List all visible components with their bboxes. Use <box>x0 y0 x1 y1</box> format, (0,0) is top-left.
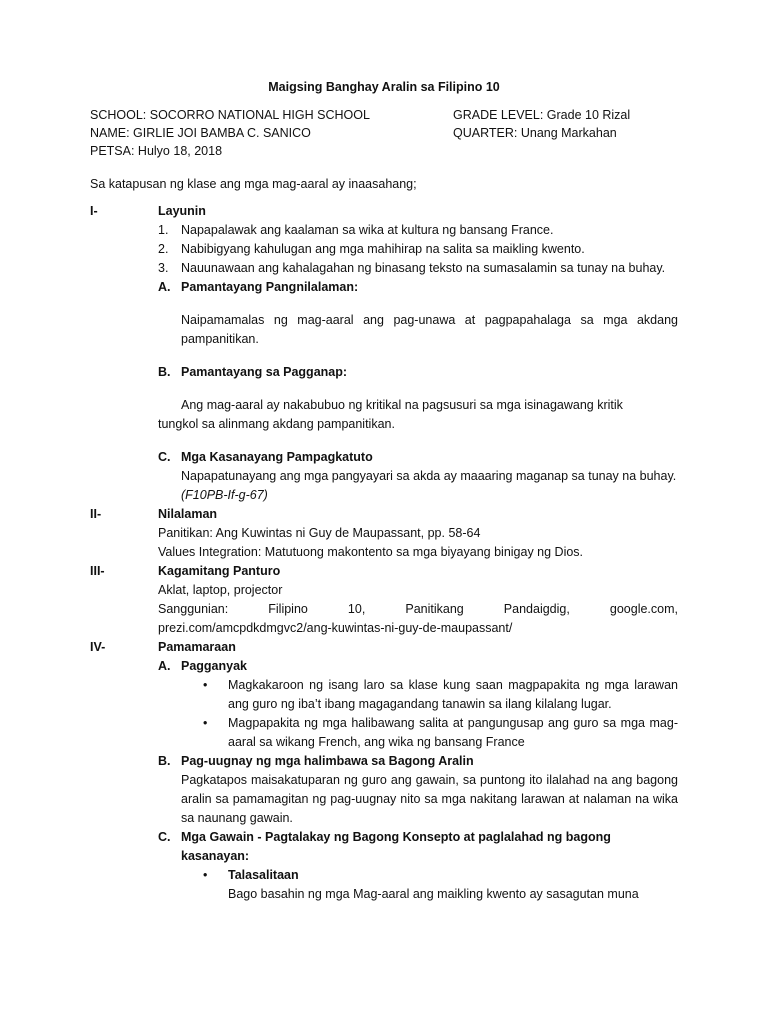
subsection-text: Ang mag-aaral ay nakabubuo ng kritikal na pagsusuri sa mga isinagawang kritik <box>181 398 623 412</box>
bullet-icon: • <box>203 868 208 882</box>
section-heading: Nilalaman <box>158 507 218 521</box>
bullet-content <box>228 866 678 904</box>
subsection-heading: Mga Gawain - Pagtalakay ng Bagong Konsepto at paglalahad ng bagong kasanayan: <box>181 830 611 863</box>
school-field: SCHOOL: SOCORRO NATIONAL HIGH SCHOOL <box>90 108 370 122</box>
subsection-text-continued: tungkol sa alinmang akdang pampanitikan. <box>158 417 395 431</box>
section-line: Values Integration: Matutuong makontento sa mga biyayang binigay ng Dios. <box>158 545 584 559</box>
quarter-field: QUARTER: Unang Markahan <box>453 126 617 140</box>
section-body <box>158 638 678 904</box>
subsection-body <box>181 828 678 866</box>
section-nilalaman <box>90 505 678 562</box>
section-heading: Pamamaraan <box>158 640 236 654</box>
section-body <box>158 562 678 638</box>
list-text: Nabibigyang kahulugan ang mga mahihirap na salita sa maikling kwento. <box>181 242 585 256</box>
list-item <box>158 259 678 278</box>
subsection-body <box>181 363 678 382</box>
subsection-heading: Mga Kasanayang Pampagkatuto <box>181 450 373 464</box>
subsection-text: Napapatunayang ang mga pangyayari sa akda ay maaaring maganap sa tunay na buhay. <box>181 469 677 483</box>
list-number: 3. <box>158 261 169 275</box>
bullet-item <box>203 714 678 752</box>
subsection-heading: Pamantayang Pangnilalaman: <box>181 280 359 294</box>
subsection-heading: Pagganyak <box>181 659 248 673</box>
meta-row-2 <box>90 124 678 142</box>
section-line: Aklat, laptop, projector <box>158 583 283 597</box>
subsection-letter: A. <box>158 280 171 294</box>
section-heading: Layunin <box>158 204 206 218</box>
section-number: IV- <box>90 640 106 654</box>
subsection-c <box>158 828 678 866</box>
subsection-letter: B. <box>158 365 171 379</box>
document-title: Maigsing Banghay Aralin sa Filipino 10 <box>268 80 500 94</box>
section-line: Panitikan: Ang Kuwintas ni Guy de Maupassant, pp. 58-64 <box>158 526 481 540</box>
subsection-heading: Pag-uugnay ng mga halimbawa sa Bagong Aralin <box>181 754 474 768</box>
bullet-text: Magkakaroon ng isang laro sa klase kung saan magpapakita ng mga larawan ang guro ng iba’t ibang magagandang tanawin sa ilang kilalang lugar. <box>228 678 678 711</box>
section-number: I- <box>90 204 98 218</box>
intro-text: Sa katapusan ng klase ang mga mag-aaral ay inaasahang; <box>90 177 417 191</box>
subsection-a <box>158 278 678 349</box>
bullet-icon: • <box>203 678 208 692</box>
list-item <box>158 240 678 259</box>
reference-line: Sanggunian: Filipino 10, Panitikang Pandaigdig, google.com, <box>158 602 678 616</box>
grade-level-field: GRADE LEVEL: Grade 10 Rizal <box>453 108 631 122</box>
section-number: III- <box>90 564 105 578</box>
name-field: NAME: GIRLIE JOI BAMBA C. SANICO <box>90 126 311 140</box>
section-body <box>158 505 678 562</box>
subsection-letter: A. <box>158 659 171 673</box>
subsection-body <box>181 752 678 828</box>
spacer <box>90 448 158 505</box>
meta-row-1 <box>90 106 678 124</box>
subsection-a <box>158 657 678 676</box>
section-pamamaraan <box>90 638 678 904</box>
subsection-letter: B. <box>158 754 171 768</box>
meta-row-3 <box>90 142 678 160</box>
competency-code: (F10PB-If-g-67) <box>181 488 268 502</box>
date-field: PETSA: Hulyo 18, 2018 <box>90 144 223 158</box>
subsection-heading: Pamantayang sa Pagganap: <box>181 365 348 379</box>
bullet-text: Magpapakita ng mga halibawang salita at pangungusap ang guro sa mga mag-aaral sa wikang French, ang wika ng bansang France <box>228 716 678 749</box>
document-page <box>90 78 678 904</box>
bullet-item <box>203 866 678 904</box>
section-body <box>158 448 678 505</box>
subsection-text: Naipamamalas ng mag-aaral ang pag-unawa at pagpapahalaga sa mga akdang pampanitikan. <box>181 313 678 346</box>
subsection-letter: C. <box>158 450 171 464</box>
list-text: Nauunawaan ang kahalagahan ng binasang teksto na sumasalamin sa tunay na buhay. <box>181 261 666 275</box>
subsection-b <box>158 752 678 828</box>
section-kagamitan <box>90 562 678 638</box>
section-body <box>158 202 678 415</box>
subsection-c <box>158 448 678 505</box>
list-number: 2. <box>158 242 169 256</box>
subsection-body <box>181 278 678 349</box>
bullet-item <box>203 676 678 714</box>
reference-url: prezi.com/amcpdkdmgvc2/ang-kuwintas-ni-guy-de-maupassant/ <box>158 621 513 635</box>
subsection-letter: C. <box>158 830 171 844</box>
bullet-icon: • <box>203 716 208 730</box>
subsection-body <box>181 657 678 676</box>
bullet-text: Bago basahin ng mga Mag-aaral ang maikling kwento ay sasagutan muna <box>228 887 639 901</box>
section-heading: Kagamitang Panturo <box>158 564 281 578</box>
section-number: II- <box>90 507 102 521</box>
subsection-b <box>158 363 678 382</box>
list-item <box>158 221 678 240</box>
list-number: 1. <box>158 223 169 237</box>
section-layunin-c <box>90 448 678 505</box>
section-layunin <box>90 202 678 415</box>
bullet-heading: Talasalitaan <box>228 868 299 882</box>
list-text: Napapalawak ang kaalaman sa wika at kultura ng bansang France. <box>181 223 554 237</box>
subsection-body <box>181 448 678 505</box>
subsection-text: Pagkatapos maisakatuparan ng guro ang gawain, sa puntong ito ilalahad na ang bagong aralin sa pamamagitan ng pag-uugnay nito sa mga nakitang larawan at nalaman na wika sa naunang gawain. <box>181 773 678 825</box>
